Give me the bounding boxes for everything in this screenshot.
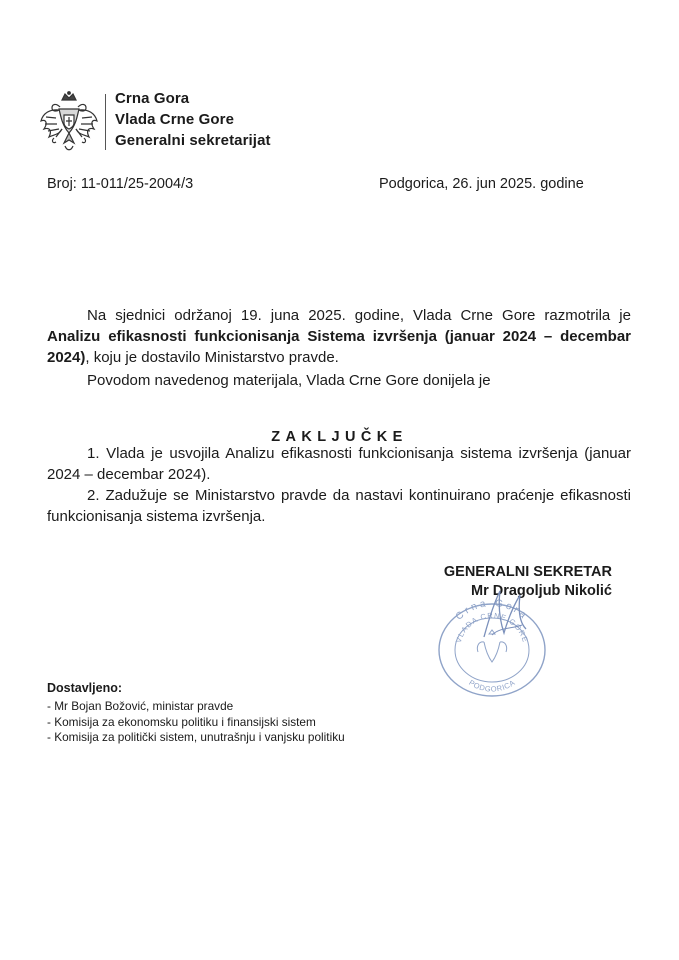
document-number: Broj: 11-011/25-2004/3: [47, 176, 194, 192]
stamp-bottom-text: PODGORICA: [467, 677, 517, 694]
stamp-inner-text: VLADA CRNE GORE: [453, 610, 531, 644]
signatory-title: GENERALNI SEKRETAR: [443, 564, 612, 580]
intro-paragraph: [47, 305, 631, 391]
intro-text-a: Na sjednici održanoj 19. juna 2025. godine, Vlada Crne Gore razmotrila je: [87, 307, 631, 324]
list-item: - Komisija za politički sistem, unutrašnju i vanjsku politiku: [47, 730, 345, 744]
list-item: - Komisija za ekonomsku politiku i finansijski sistem: [47, 714, 316, 729]
header-divider: [105, 94, 106, 150]
list-item: - Mr Bojan Božović, ministar pravde: [47, 699, 234, 713]
conclusions-list: [47, 443, 631, 527]
coat-of-arms-icon: [38, 91, 100, 157]
signatory-name: Mr Dragoljub Nikolić: [471, 583, 612, 599]
intro-text-b: , koju je dostavilo Ministarstvo pravde.: [85, 349, 339, 366]
intro-decision-line: Povodom navedenog materijala, Vlada Crne Gore donijela je: [87, 372, 491, 389]
intro-analysis-title: Analizu efikasnosti funkcionisanja Sistema izvršenja (januar 2024 – decembar 2024): [47, 328, 631, 366]
distribution-list: [47, 699, 345, 746]
header-country: Crna Gora: [115, 90, 190, 107]
svg-text:PODGORICA: [467, 678, 517, 694]
conclusion-item: 2. Zadužuje se Ministarstvo pravde da nastavi kontinuirano praćenje efikasnosti funkcionisanja sistema izvršenja.: [47, 487, 631, 525]
handwritten-signature: [470, 585, 550, 645]
distribution-label: Dostavljeno:: [47, 681, 123, 695]
header-government: Vlada Crne Gore: [115, 111, 235, 128]
header-secretariat: Generalni sekretarijat: [115, 132, 271, 149]
conclusion-item: 1. Vlada je usvojila Analizu efikasnosti funkcionisanja sistema izvršenja (januar 2024 – decembar 2024).: [47, 445, 631, 483]
conclusions-title: ZAKLJUČKE: [271, 429, 408, 445]
stamp-top-text: Crna Gora: [453, 598, 531, 623]
place-date: Podgorica, 26. jun 2025. godine: [379, 176, 584, 192]
